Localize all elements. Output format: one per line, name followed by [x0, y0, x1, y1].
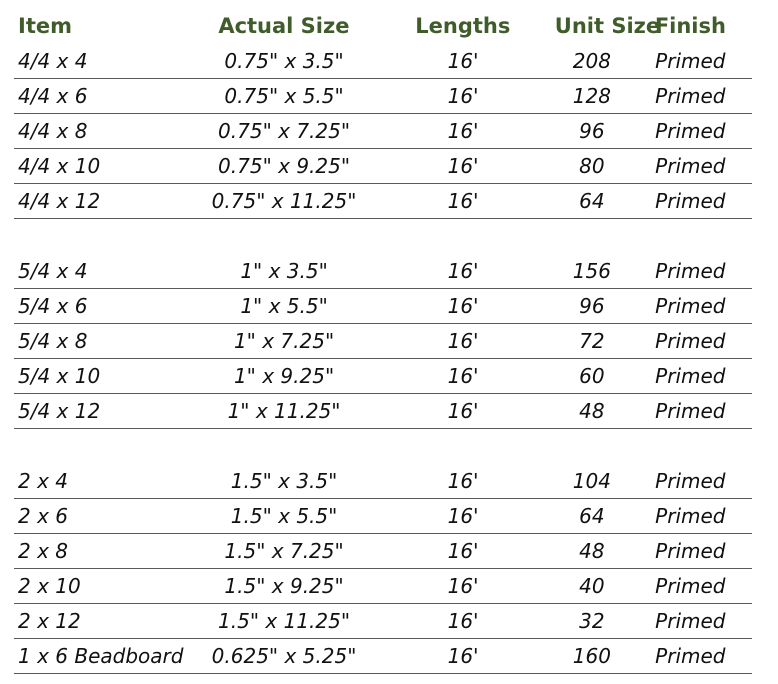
table-row [14, 114, 752, 149]
cell-unit-size: 64 [579, 189, 605, 213]
header-lengths: Lengths [415, 14, 511, 38]
header-unit-size: Unit Size [554, 14, 661, 38]
cell-finish: Primed [655, 609, 726, 633]
table-row [14, 394, 752, 429]
cell-item: 4/4 x 12 [18, 189, 101, 213]
cell-lengths: 16' [447, 84, 479, 108]
table-body [14, 44, 752, 674]
table-header-row [14, 8, 752, 44]
cell-unit-size: 72 [579, 329, 605, 353]
trim-board-table [14, 8, 752, 674]
cell-unit-size: 32 [579, 609, 605, 633]
cell-actual-size: 0.75" x 9.25" [218, 154, 351, 178]
cell-item: 2 x 10 [18, 574, 81, 598]
cell-lengths: 16' [447, 154, 479, 178]
cell-item: 4/4 x 4 [18, 49, 88, 73]
cell-item: 1 x 6 Beadboard [18, 644, 184, 668]
cell-lengths: 16' [447, 399, 479, 423]
cell-finish: Primed [655, 329, 726, 353]
cell-unit-size: 96 [579, 119, 605, 143]
cell-item: 2 x 6 [18, 504, 68, 528]
cell-lengths: 16' [447, 574, 479, 598]
cell-item: 5/4 x 6 [18, 294, 88, 318]
cell-item: 4/4 x 6 [18, 84, 88, 108]
cell-unit-size: 104 [572, 469, 611, 493]
cell-actual-size: 1.5" x 7.25" [224, 539, 344, 563]
cell-unit-size: 48 [579, 539, 605, 563]
cell-unit-size: 128 [572, 84, 611, 108]
cell-actual-size: 0.75" x 7.25" [218, 119, 351, 143]
cell-lengths: 16' [447, 189, 479, 213]
cell-lengths: 16' [447, 329, 479, 353]
cell-actual-size: 0.625" x 5.25" [211, 644, 357, 668]
cell-finish: Primed [655, 364, 726, 388]
cell-finish: Primed [655, 119, 726, 143]
cell-actual-size: 1" x 7.25" [233, 329, 335, 353]
cell-unit-size: 156 [572, 259, 611, 283]
cell-finish: Primed [655, 154, 726, 178]
cell-finish: Primed [655, 84, 726, 108]
table-row [14, 499, 752, 534]
cell-item: 2 x 8 [18, 539, 68, 563]
cell-lengths: 16' [447, 259, 479, 283]
cell-actual-size: 1" x 5.5" [240, 294, 328, 318]
table-row [14, 534, 752, 569]
cell-unit-size: 48 [579, 399, 605, 423]
cell-finish: Primed [655, 469, 726, 493]
cell-item: 2 x 4 [18, 469, 68, 493]
cell-unit-size: 64 [579, 504, 605, 528]
table-row [14, 569, 752, 604]
cell-finish: Primed [655, 294, 726, 318]
header-finish: Finish [654, 14, 726, 38]
cell-lengths: 16' [447, 294, 479, 318]
cell-actual-size: 0.75" x 3.5" [224, 49, 344, 73]
cell-unit-size: 60 [579, 364, 605, 388]
cell-actual-size: 1" x 11.25" [227, 399, 341, 423]
cell-finish: Primed [655, 259, 726, 283]
header-item: Item [18, 14, 72, 38]
cell-lengths: 16' [447, 644, 479, 668]
cell-actual-size: 0.75" x 11.25" [211, 189, 357, 213]
cell-actual-size: 1.5" x 5.5" [230, 504, 338, 528]
cell-finish: Primed [655, 504, 726, 528]
cell-item: 4/4 x 10 [18, 154, 101, 178]
cell-item: 5/4 x 12 [18, 399, 101, 423]
cell-unit-size: 80 [579, 154, 605, 178]
cell-actual-size: 1.5" x 11.25" [218, 609, 351, 633]
cell-item: 5/4 x 10 [18, 364, 101, 388]
table-row [14, 639, 752, 674]
cell-item: 2 x 12 [18, 609, 81, 633]
cell-unit-size: 40 [579, 574, 605, 598]
cell-finish: Primed [655, 574, 726, 598]
table-row [14, 464, 752, 499]
cell-actual-size: 1.5" x 3.5" [230, 469, 338, 493]
cell-lengths: 16' [447, 469, 479, 493]
cell-lengths: 16' [447, 504, 479, 528]
cell-finish: Primed [655, 399, 726, 423]
cell-finish: Primed [655, 189, 726, 213]
table-row [14, 254, 752, 289]
header-actual-size: Actual Size [218, 14, 350, 38]
table-row [14, 184, 752, 219]
table-row [14, 79, 752, 114]
table-row [14, 359, 752, 394]
cell-actual-size: 1" x 9.25" [233, 364, 335, 388]
cell-finish: Primed [655, 49, 726, 73]
group-spacer [14, 429, 752, 464]
table-row [14, 289, 752, 324]
cell-lengths: 16' [447, 364, 479, 388]
cell-unit-size: 96 [579, 294, 605, 318]
table-row [14, 149, 752, 184]
cell-item: 4/4 x 8 [18, 119, 88, 143]
cell-actual-size: 1" x 3.5" [240, 259, 328, 283]
table-row [14, 324, 752, 359]
cell-finish: Primed [655, 644, 726, 668]
cell-lengths: 16' [447, 539, 479, 563]
cell-item: 5/4 x 4 [18, 259, 88, 283]
cell-item: 5/4 x 8 [18, 329, 88, 353]
cell-finish: Primed [655, 539, 726, 563]
cell-actual-size: 0.75" x 5.5" [224, 84, 344, 108]
cell-actual-size: 1.5" x 9.25" [224, 574, 344, 598]
cell-unit-size: 208 [572, 49, 611, 73]
cell-lengths: 16' [447, 609, 479, 633]
cell-unit-size: 160 [572, 644, 611, 668]
group-spacer [14, 219, 752, 254]
table-row [14, 604, 752, 639]
cell-lengths: 16' [447, 119, 479, 143]
table-row [14, 44, 752, 79]
cell-lengths: 16' [447, 49, 479, 73]
